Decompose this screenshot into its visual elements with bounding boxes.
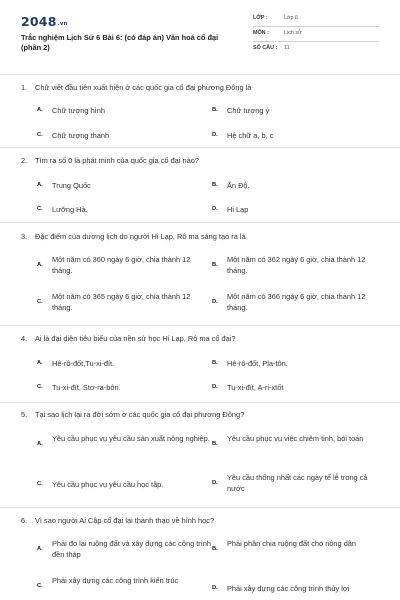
option-letter: A. (37, 107, 43, 113)
page-title: Trắc nghiệm Lịch Sử 6 Bài 6: (có đáp án) Văn hoá cổ đại (phần 2) (21, 33, 219, 52)
option-text: Phải xây dựng các công trình thủy lợi (227, 584, 350, 593)
option-text: Hi Lạp (227, 205, 249, 214)
meta-label: SỐ CÂU : (253, 45, 278, 51)
question-text (21, 232, 381, 242)
question-5 (0, 410, 400, 505)
question-number: 5. (21, 410, 28, 419)
option-text: Chữ tượng thanh (52, 131, 110, 140)
logo-suffix: .vn (57, 21, 68, 27)
meta-subject (253, 27, 379, 42)
divider (0, 325, 400, 326)
divider (0, 402, 400, 403)
option-letter: A. (37, 360, 43, 366)
option-letter: A. (37, 182, 43, 188)
option-letter: D. (212, 299, 218, 305)
question-number: 4. (21, 334, 28, 343)
option-letter: D. (212, 206, 218, 212)
site-logo[interactable] (21, 14, 68, 29)
option-text: Một năm có 365 ngày 6 giờ, chia thành 12 tháng. (52, 292, 191, 312)
question-text (21, 334, 381, 344)
page-header (0, 0, 400, 70)
meta-value: Lớp 6 (284, 15, 299, 21)
option-letter: C. (37, 384, 43, 390)
question-3 (0, 232, 400, 327)
question-body: Vì sao người Ai Cập cổ đại lại thành thạo về hình học? (35, 516, 215, 525)
option-letter: C. (37, 206, 43, 212)
option-text: Yêu cầu thống nhất các ngày tế lễ trong cả nước (227, 473, 368, 493)
meta-value: 11 (284, 45, 290, 51)
question-text (21, 156, 381, 166)
question-text (21, 516, 381, 526)
option-letter: B. (212, 262, 218, 268)
meta-label: MÔN : (253, 30, 269, 36)
option-text: Yêu cầu phục vụ yêu cầu sản xuất nông nghiệp. (52, 434, 210, 443)
option-letter: B. (212, 107, 218, 113)
option-letter: C. (37, 583, 43, 589)
option-text: Một năm có 362 ngày 6 giờ, chia thành 12 tháng. (227, 255, 366, 275)
divider (0, 147, 400, 148)
question-number: 1. (21, 83, 28, 92)
question-body: Chữ viết đầu tiên xuất hiện ở các quốc gia cổ đại phương Đông là (35, 83, 252, 92)
option-text: Phải phân chia ruộng đất cho nông dân (227, 539, 357, 548)
option-letter: B. (212, 360, 218, 366)
option-letter: D. (212, 480, 218, 486)
divider (0, 222, 400, 223)
option-text: Phải xây dựng các công trình kiến trúc (52, 576, 179, 585)
option-letter: B. (212, 546, 218, 552)
option-text: Tu-xi-đít, A-ri-xtốt (227, 383, 284, 392)
meta-value: Lịch sử (284, 30, 302, 36)
question-2 (0, 156, 400, 226)
option-letter: D. (212, 384, 218, 390)
question-text (21, 410, 381, 420)
question-text (21, 83, 381, 93)
option-text: Lưỡng Hà. (52, 205, 88, 214)
option-letter: C. (37, 132, 43, 138)
meta-count (253, 42, 379, 57)
logo-text: 2048 (21, 14, 57, 29)
option-text: Yêu cầu phục vụ việc chiêm tinh, bói toán (227, 434, 364, 443)
option-text: Chữ tượng hình (52, 106, 105, 115)
option-letter: D. (212, 585, 218, 591)
meta-label: LỚP : (253, 15, 268, 21)
option-text: Yêu cầu phục vụ yêu cầu học tập. (52, 480, 164, 489)
meta-info (253, 12, 379, 57)
meta-class (253, 12, 379, 27)
question-number: 6. (21, 516, 28, 525)
question-body: Ai là đại diện tiêu biểu của nền sử học Hi Lạp, Rô ma cổ đại? (35, 334, 236, 343)
question-number: 3. (21, 232, 28, 241)
option-letter: A. (37, 262, 43, 268)
option-letter: B. (212, 182, 218, 188)
question-1 (0, 83, 400, 153)
question-number: 2. (21, 156, 28, 165)
option-letter: C. (37, 481, 43, 487)
option-letter: A. (37, 441, 43, 447)
option-letter: D. (212, 132, 218, 138)
option-text: Trung Quốc (52, 181, 91, 190)
question-4 (0, 334, 400, 404)
option-text: Hê-rô-đốt, Pla-tôn. (227, 359, 288, 368)
option-text: Ấn Độ. (227, 181, 250, 190)
option-letter: B. (212, 441, 218, 447)
question-body: Đặc điểm của dương lịch do người Hi Lạp, Rô ma sáng tạo ra là (35, 232, 246, 241)
question-body: Tại sao lịch lại ra đời sớm ở các quốc gia cổ đại phương Đông? (35, 410, 245, 419)
option-text: Một năm có 360 ngày 6 giờ, chia thành 12 tháng. (52, 255, 191, 275)
question-6 (0, 516, 400, 600)
option-text: Hệ chữ a, b, c (227, 131, 274, 140)
option-letter: C. (37, 299, 43, 305)
option-text: Tu-xi-đít, Stơ-ra-bôn. (52, 383, 121, 392)
divider (0, 507, 400, 508)
option-text: Phải đo lại ruộng đất và xây dựng các công trình đền tháp (52, 539, 212, 559)
option-text: Chữ tượng ý (227, 106, 270, 115)
option-text: Một năm có 366 ngày 6 giờ, chia thành 12 tháng. (227, 292, 366, 312)
option-text: Hê-rô-đốt,Tu-xi-đít. (52, 359, 115, 368)
option-letter: A. (37, 546, 43, 552)
divider (0, 74, 400, 75)
question-body: Tìm ra số 0 là phát minh của quốc gia cổ đại nào? (35, 156, 199, 165)
